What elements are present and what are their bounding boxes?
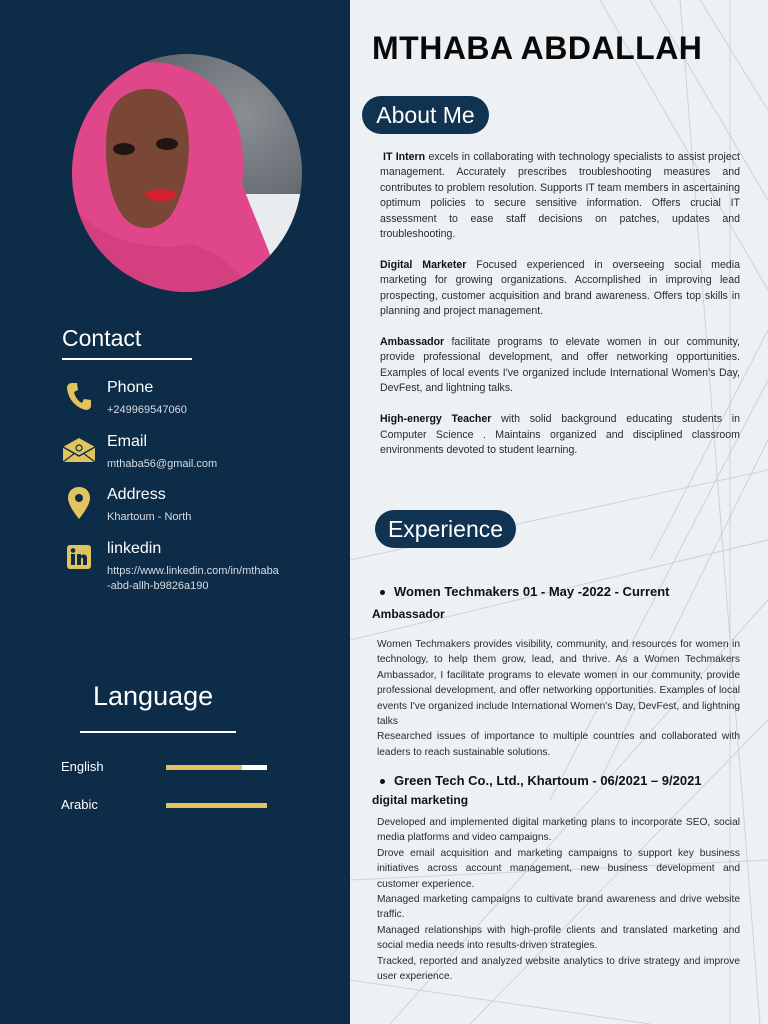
experience-heading: Experience — [375, 510, 516, 548]
address-value: Khartoum - North — [107, 511, 192, 523]
language-name: English — [61, 759, 104, 774]
address-label: Address — [107, 486, 166, 503]
phone-icon — [62, 379, 96, 413]
profile-photo — [72, 54, 302, 292]
bullet-icon — [380, 779, 385, 784]
job-description: Developed and implemented digital marketing plans to incorporate SEO, social media platforms and video campaigns. Drove email acquisition and marketing campaigns to support key business initiatives across account management, new business development and customer experience. Managed marketing campaigns to cultivate brand awareness and drive website traffic. Managed relationships with high-profile clients and translated marketing and social media needs into results-driven strategies. Tracked, reported and analyzed website analytics to drive strategy and improve user experience. — [377, 817, 740, 983]
job-heading: Women Techmakers 01 - May -2022 - Current — [380, 584, 670, 599]
job-role: digital marketing — [372, 793, 469, 807]
phone-value[interactable]: +249969547060 — [107, 404, 187, 416]
phone-label: Phone — [107, 379, 154, 396]
about-section — [380, 150, 740, 474]
main-content — [350, 0, 768, 1024]
location-icon — [62, 486, 96, 520]
about-paragraph: Ambassador facilitate programs to elevate women in our community, provide professional development, and offer networking opportunities. Examples of local events I've organized include International Women's Day, DevFest, and lightning talks. — [380, 336, 740, 395]
candidate-name: MTHABA ABDALLAH — [372, 30, 703, 66]
contact-address — [62, 486, 332, 532]
language-name: Arabic — [61, 797, 98, 812]
contact-email — [62, 433, 332, 479]
job-description: Women Techmakers provides visibility, community, and resources for women in technology, to help them grow, lead, and thrive. As a Women Techmakers Ambassador, I facilitate programs to elevate women in our community, provide professional development, and offer networking opportunities. Examples of local events I've organized include International Women's Day, DevFest, and lightning talks Researched issues of importance to multiple countries and collaborated with leaders to reach sustainable solutions. — [377, 639, 740, 758]
sidebar — [0, 0, 350, 1024]
language-level-bar — [166, 803, 267, 808]
language-level-bar — [166, 765, 267, 770]
job-heading: Green Tech Co., Ltd., Khartoum - 06/2021 – 9/2021 — [380, 773, 702, 788]
language-divider — [80, 731, 236, 733]
contact-heading: Contact — [62, 325, 142, 351]
bullet-icon — [380, 590, 385, 595]
email-label: Email — [107, 433, 148, 450]
job-role: Ambassador — [372, 607, 445, 621]
linkedin-url[interactable]: https://www.linkedin.com/in/mthaba -abd-allh-b9826a190 — [107, 565, 279, 592]
language-heading: Language — [93, 681, 214, 711]
language-arabic — [61, 797, 271, 817]
language-english — [61, 759, 271, 779]
linkedin-label: linkedin — [107, 540, 162, 557]
about-paragraph: IT Intern excels in collaborating with technology specialists to assist project management. Accurately prescribes troubleshooting measures and contributes to problem resolution. Supports IT team members in ascertaining optimum policies to secure sensitive information. Offers crucial IT assessment to ease staff decisions on patches, updates and troubleshooting. — [380, 151, 740, 241]
about-heading: About Me — [362, 96, 489, 134]
contact-linkedin — [62, 540, 332, 596]
about-paragraph: High-energy Teacher with solid background educating students in Computer Science . Maintains organized and disciplined classroom environments devoted to student learning. — [380, 413, 741, 456]
about-paragraph: Digital Marketer Focused experienced in overseeing social media marketing for growing organizations. Accomplished in improving lead prospecting, customer acquisition and brand awareness. Offers top skills in planning and project management. — [380, 258, 740, 318]
contact-phone — [62, 379, 332, 425]
contact-divider — [62, 358, 192, 360]
linkedin-icon — [62, 540, 96, 574]
email-icon — [62, 433, 96, 467]
email-value[interactable]: mthaba56@gmail.com — [107, 458, 218, 470]
